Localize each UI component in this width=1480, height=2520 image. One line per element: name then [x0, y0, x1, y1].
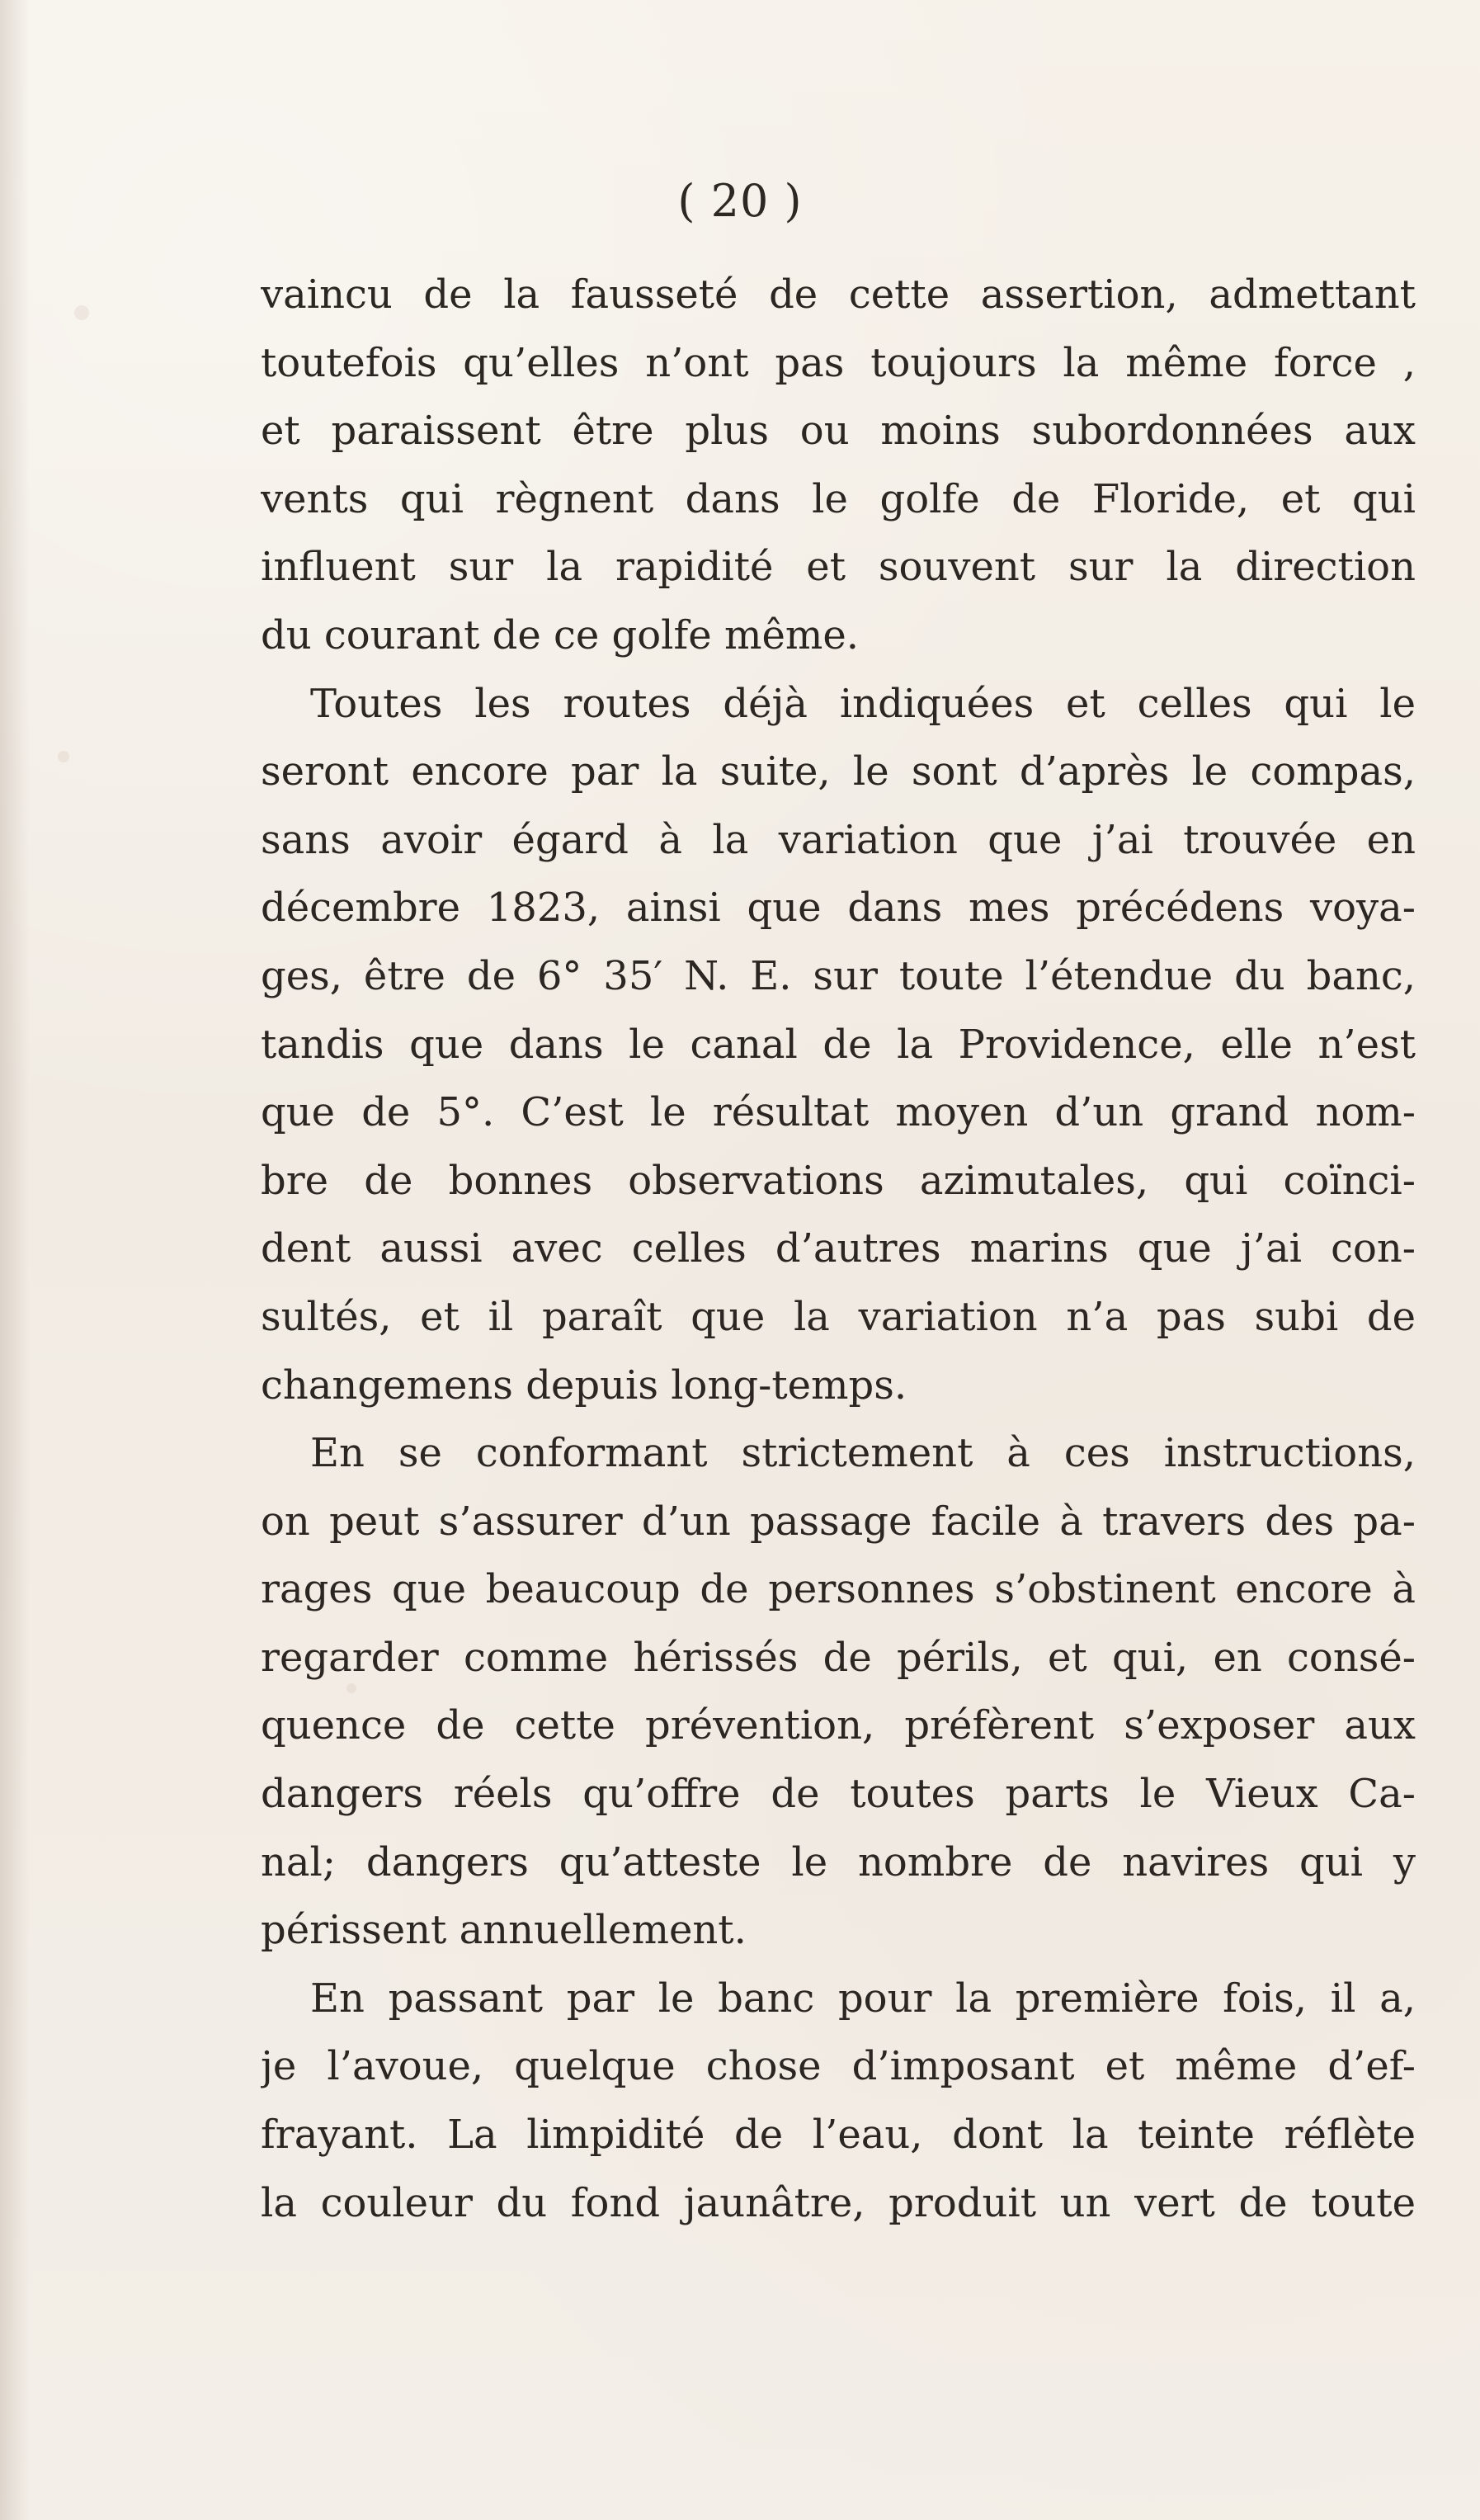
text-line: En se conformant strictement à ces instructions, — [310, 1430, 1416, 1477]
text-line: influent sur la rapidité et souvent sur la direction — [261, 544, 1416, 591]
text-line: que de 5°. C’est le résultat moyen d’un grand nom- — [261, 1089, 1416, 1136]
text-line: seront encore par la suite, le sont d’après le compas, — [261, 748, 1416, 795]
text-line: regarder comme hérissés de périls, et qui, en consé- — [261, 1634, 1416, 1681]
text-line: frayant. La limpidité de l’eau, dont la teinte réflète — [261, 2112, 1416, 2159]
text-line: vaincu de la fausseté de cette assertion, admettant — [261, 271, 1416, 318]
text-line: bre de bonnes observations azimutales, qui coïnci- — [261, 1157, 1416, 1204]
text-line: tandis que dans le canal de la Providence, elle n’est — [261, 1021, 1416, 1068]
text-line: sans avoir égard à la variation que j’ai trouvée en — [261, 816, 1416, 863]
text-line: et paraissent être plus ou moins subordonnées aux — [261, 408, 1416, 455]
text-line: changemens depuis long-temps. — [261, 1361, 907, 1409]
text-line: dangers réels qu’offre de toutes parts le Vieux Ca- — [261, 1771, 1416, 1818]
binding-shadow — [0, 0, 30, 2520]
text-line: décembre 1823, ainsi que dans mes précédens voya- — [261, 885, 1416, 932]
text-line: quence de cette prévention, préfèrent s’exposer aux — [261, 1702, 1416, 1749]
text-line: rages que beaucoup de personnes s’obstinent encore à — [261, 1566, 1416, 1613]
text-line: vents qui règnent dans le golfe de Floride, et qui — [261, 475, 1416, 522]
text-line: la couleur du fond jaunâtre, produit un vert de toute — [261, 2179, 1416, 2226]
text-line: ges, être de 6° 35′ N. E. sur toute l’étendue du banc, — [261, 952, 1416, 999]
text-line: Toutes les routes déjà indiquées et celles qui le — [310, 680, 1416, 727]
text-line: du courant de ce golfe même. — [261, 611, 860, 658]
page-text — [261, 261, 1416, 2237]
paper-stain — [58, 751, 69, 762]
text-line: on peut s’assurer d’un passage facile à travers des pa- — [261, 1498, 1416, 1545]
blank-page-area — [0, 2253, 1480, 2520]
page-number: ( 20 ) — [677, 175, 803, 227]
text-line: nal; dangers qu’atteste le nombre de navires qui y — [261, 1838, 1416, 1885]
text-line: dent aussi avec celles d’autres marins que j’ai con- — [261, 1225, 1416, 1272]
text-line: sultés, et il paraît que la variation n’a pas subi de — [261, 1293, 1416, 1340]
text-line: périssent annuellement. — [261, 1907, 747, 1954]
text-line: En passant par le banc pour la première fois, il a, — [310, 1975, 1416, 2022]
paper-stain — [74, 305, 89, 320]
text-line: je l’avoue, quelque chose d’imposant et même d’ef- — [261, 2043, 1416, 2090]
text-line: toutefois qu’elles n’ont pas toujours la même force , — [261, 339, 1416, 386]
